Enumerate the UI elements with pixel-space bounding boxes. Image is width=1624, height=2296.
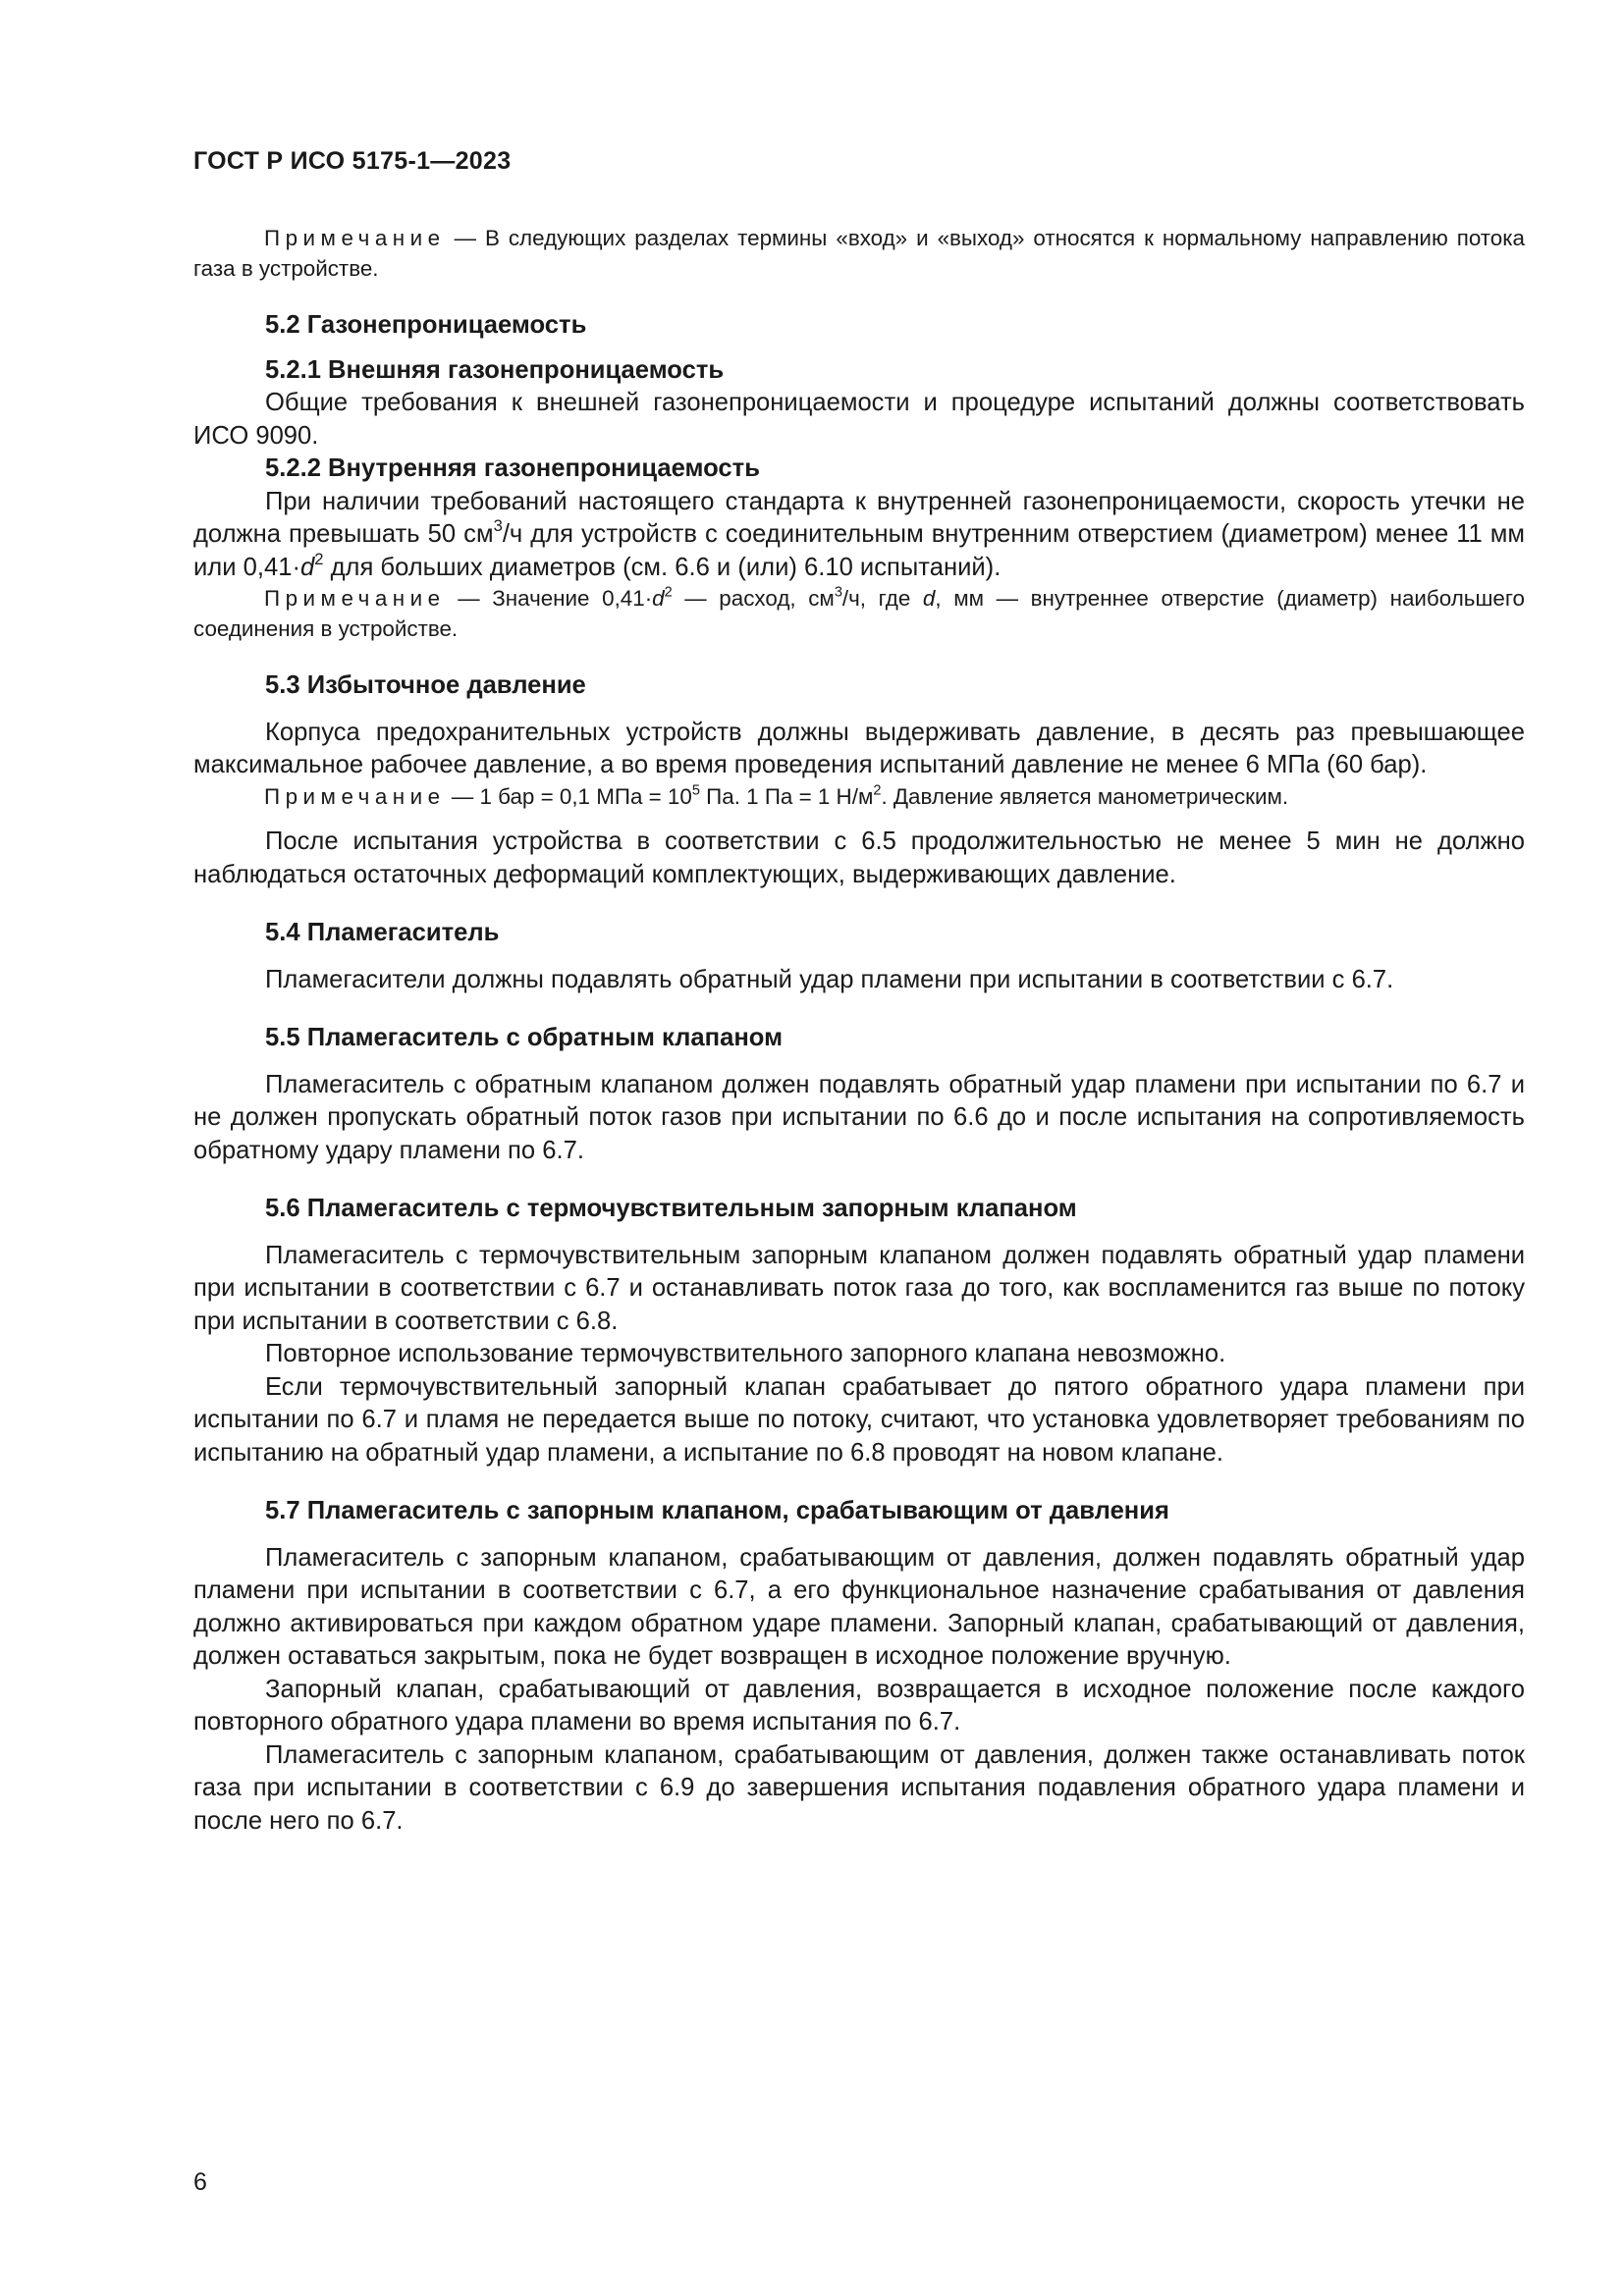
text-run: Па. 1 Па = 1 Н/м — [699, 783, 874, 809]
page-number: 6 — [193, 2168, 207, 2196]
superscript: 2 — [664, 584, 673, 601]
section-5-4-title: 5.4 Пламегаситель — [265, 919, 500, 946]
note-label: Примечание — [264, 586, 446, 611]
math-variable: d — [922, 586, 936, 611]
section-5-7-title: 5.7 Пламегаситель с запорным клапаном, срабатывающим от давления — [265, 1497, 1169, 1524]
section-5-5-p1: Пламегаситель с обратным клапаном должен подавлять обратный удар пламени при испытании по 6.7 и не должен пропускать обратный поток газов при испытании по 6.6 до и после испытания на сопротивляемость обратному удару пламени по 6.7. — [193, 1070, 1525, 1164]
superscript: 3 — [834, 584, 842, 601]
text-run: . Давление является манометрическим. — [881, 783, 1289, 809]
section-5-7-p1: Пламегаситель с запорным клапаном, срабатывающим от давления, должен подавлять обратный удар пламени при испытании в соответствии с 6.7, а его функциональное назначение срабатывания от давления должно активироваться при каждом обратном ударе пламени. Запорный клапан, срабатывающий от давления, должен оставаться закрытым, пока не будет возвращен в исходное положение вручную. — [193, 1543, 1525, 1670]
section-5-6-title: 5.6 Пламегаситель с термочувствительным запорным клапаном — [265, 1195, 1077, 1222]
note-label: Примечание — [264, 226, 446, 250]
superscript: 5 — [691, 782, 700, 799]
section-5-6-p3: Если термочувствительный запорный клапан срабатывает до пятого обратного удара пламени при испытании по 6.7 и пламя не передается выше по потоку, считают, что установка удовлетворяет требованиям по испытанию на обратный удар пламени, а испытание по 6.8 проводят на новом клапане. — [193, 1372, 1525, 1467]
text-run: для больших диаметров (см. 6.6 и (или) 6.10 испытаний). — [323, 553, 1001, 581]
section-5-6-p1: Пламегаситель с термочувствительным запорным клапаном должен подавлять обратный удар пламени при испытании в соответствии с 6.7 и останавливать поток газа до того, как воспламенится газ выше по потоку при испытании в соответствии с 6.8. — [193, 1241, 1525, 1335]
document-header: ГОСТ Р ИСО 5175-1—2023 — [193, 147, 512, 175]
text-run: — 1 бар = 0,1 МПа = 10 — [451, 783, 692, 809]
page-content — [193, 224, 1525, 1838]
intro-note — [193, 224, 1525, 284]
text-run: , мм — внутреннее отверстие (диаметр) наибольшего соединения в устройстве. — [193, 586, 1525, 641]
section-5-7-p2: Запорный клапан, срабатывающий от давления, возвращается в исходное положение после каждого повторного обратного удара пламени во время испытания по 6.7. — [193, 1675, 1525, 1735]
text-run: /ч для устройств с соединительным внутренним отверстием (диаметром) менее 11 мм или 0,41· — [193, 520, 1525, 581]
intro-note-text: — В следующих разделах термины «вход» и «выход» относятся к нормальному направлению потока газа в устройстве. — [193, 226, 1525, 281]
note-label: Примечание — [264, 783, 446, 809]
section-5-7-p3: Пламегаситель с запорным клапаном, срабатывающим от давления, должен также останавливать поток газа при испытании в соответствии с 6.9 до завершения испытания подавления обратного удара пламени и после него по 6.7. — [193, 1740, 1525, 1835]
text-run: /ч, где — [841, 586, 923, 611]
text-run: — расход, см — [672, 586, 835, 611]
section-5-3-p2: После испытания устройства в соответствии с 6.5 продолжительностью не менее 5 мин не должно наблюдаться остаточных деформаций комплектующих, выдерживающих давление. — [193, 828, 1525, 888]
section-5-2-1-title: 5.2.1 Внешняя газонепроницаемость — [265, 355, 725, 384]
text-run: — Значение 0,41· — [458, 586, 653, 611]
superscript: 2 — [314, 549, 324, 568]
section-5-3-title: 5.3 Избыточное давление — [265, 671, 586, 699]
section-5-2-2-title: 5.2.2 Внутренняя газонепроницаемость — [265, 454, 760, 482]
math-variable: d — [652, 586, 665, 611]
section-5-5-title: 5.5 Пламегаситель с обратным клапаном — [265, 1024, 784, 1051]
superscript: 3 — [493, 516, 503, 536]
section-5-3-note — [193, 782, 1525, 813]
section-5-4-p1: Пламегасители должны подавлять обратный удар пламени при испытании в соответствии с 6.7. — [265, 965, 1394, 993]
section-5-6-p2: Повторное использование термочувствительного запорного клапана невозможно. — [265, 1340, 1226, 1367]
section-5-2-2-text — [193, 486, 1525, 585]
section-5-2-2-note — [193, 584, 1525, 644]
section-5-2-title: 5.2 Газонепроницаемость — [265, 311, 587, 339]
section-5-3-p1: Корпуса предохранительных устройств должны выдерживать давление, в десять раз превышающее максимальное рабочее давление, а во время проведения испытаний давление не менее 6 МПа (60 бар). — [193, 718, 1525, 778]
math-variable: d — [299, 553, 315, 581]
text-run: При наличии требований настоящего стандарта к внутренней газонепроницаемости, скорость утечки не должна превышать 50 см — [193, 487, 1525, 548]
section-5-2-1-text: Общие требования к внешней газонепроницаемости и процедуре испытаний должны соответствовать ИСО 9090. — [193, 389, 1525, 450]
superscript: 2 — [873, 782, 882, 799]
